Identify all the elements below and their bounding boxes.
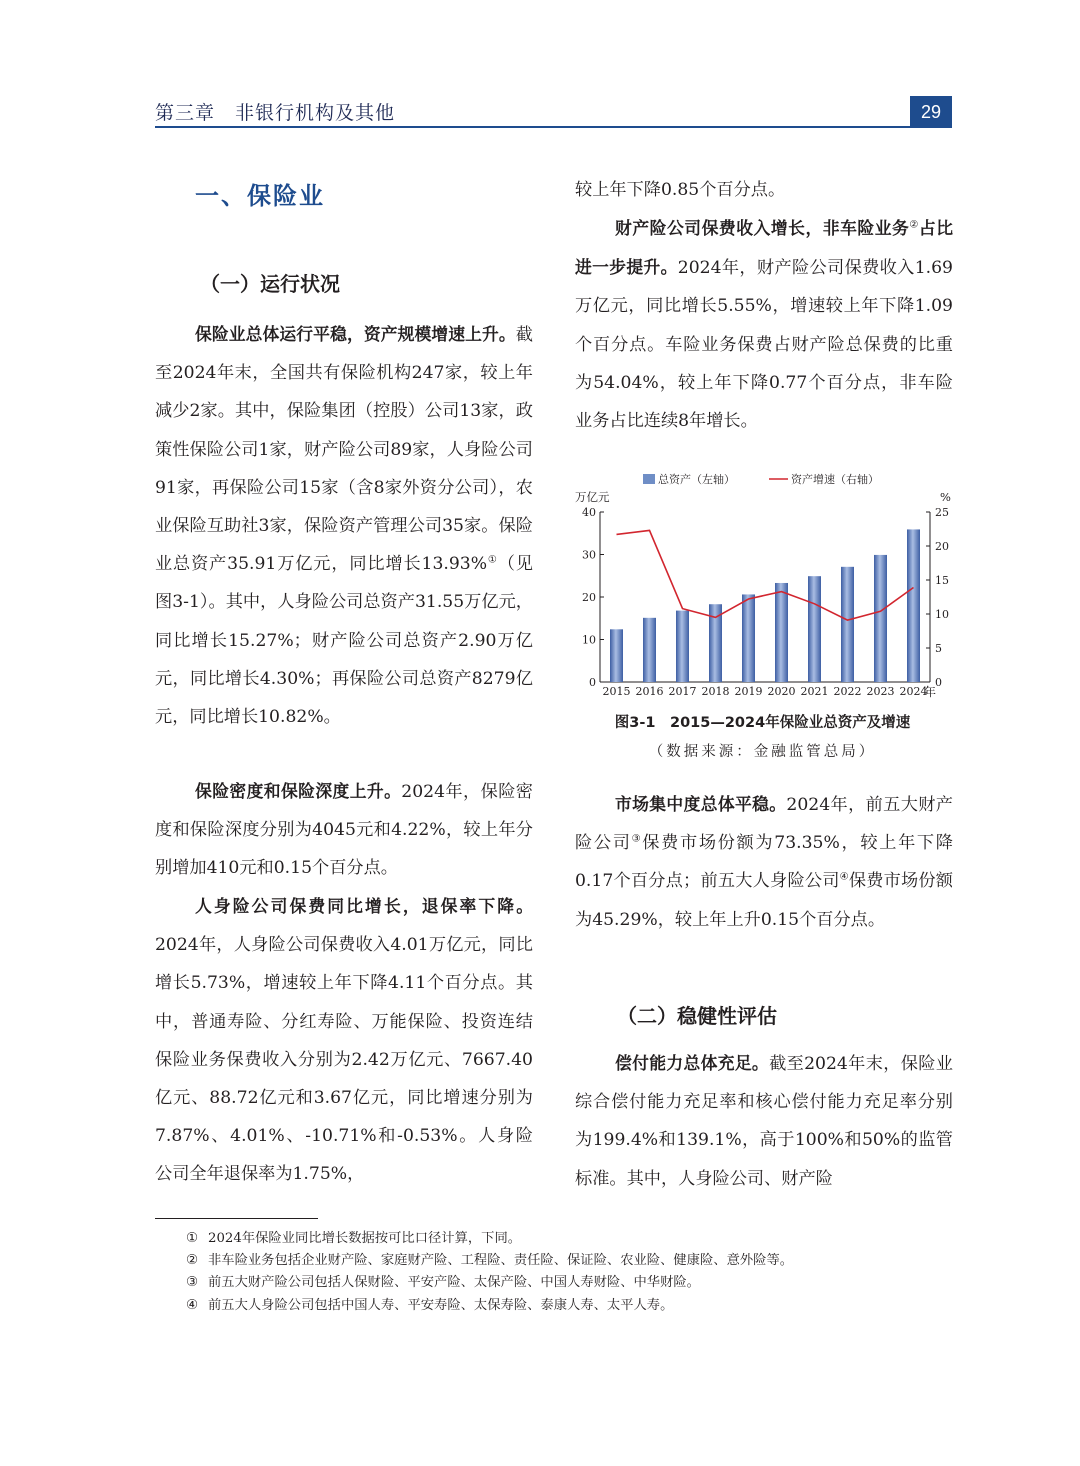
bar-total-assets — [874, 555, 887, 682]
bar-total-assets — [907, 529, 920, 682]
footnote-ref-4: ④ — [839, 871, 849, 883]
footnote-mark: ② — [186, 1253, 198, 1269]
left-axis-tick-label: 10 — [582, 633, 596, 647]
bar-total-assets — [742, 594, 755, 682]
left-axis-tick-label: 40 — [582, 506, 596, 519]
paragraph-text: 2024年，前五大财产险公司 — [575, 795, 953, 854]
x-axis-tick-label: 2021 — [800, 685, 829, 698]
paragraph-lead: 占比进一步提升。 — [575, 218, 953, 278]
x-axis-tick-label: 2016 — [635, 685, 664, 698]
paragraph-insurance-density — [155, 772, 533, 888]
chapter-title: 第三章 非银行机构及其他 — [155, 102, 396, 124]
footnote-mark: ① — [186, 1231, 198, 1246]
x-axis-tick-label: 2018 — [701, 685, 730, 698]
footnote-text: 前五大财产险公司包括人保财险、平安产险、太保产险、中国人寿财险、中华财险。 — [208, 1275, 700, 1291]
line-asset-growth — [617, 530, 914, 620]
right-axis-tick-label: 5 — [935, 642, 942, 655]
page-number: 29 — [910, 96, 952, 128]
paragraph-text: 较上年下降0.85个百分点。 — [575, 180, 786, 200]
footnote-ref-3: ③ — [631, 833, 643, 845]
footnote-item — [186, 1295, 976, 1317]
footnote-divider — [155, 1218, 318, 1219]
paragraph-industry-overview — [155, 315, 533, 736]
legend-swatch-assets — [643, 474, 655, 484]
x-axis-tick-label: 2022 — [833, 685, 862, 698]
total-assets-chart — [575, 465, 955, 705]
figure-caption: 图3-1 2015—2024年保险业总资产及增速 — [614, 715, 911, 731]
x-axis-unit: 年 — [924, 685, 937, 699]
subsection-title-soundness: （二）稳健性评估 — [617, 1004, 777, 1028]
paragraph-text: 2024年，人身险公司保费收入4.01万亿元，同比增长5.73%，增速较上年下降4.11个百分点。其中，普通寿险、分红寿险、万能保险、投资连结保险业务保费收入分别为2.42万亿元、7667.40亿元、88.72亿元和3.67亿元，同比增速分别为7.87%、4.01%、-10.71%和-0.53%。人身险公司全年退保率为1.75%， — [155, 935, 533, 1185]
paragraph-text: 2024年，财产险公司保费收入1.69万亿元，同比增长5.55%，增速较上年下降1.09个百分点。车险业务保费占财产险总保费的比重为54.04%，较上年下降0.77个百分点，非车险业务占比连续8年增长。 — [575, 258, 953, 432]
paragraph-solvency — [575, 1044, 953, 1198]
bar-total-assets — [841, 567, 854, 682]
paragraph-text: 2024年，保险密度和保险深度分别为4045元和4.22%，较上年分别增加410元和0.15个百分点。 — [155, 782, 533, 879]
footnote-mark: ④ — [186, 1297, 198, 1313]
left-axis-tick-label: 0 — [589, 676, 596, 689]
paragraph-text: 截至2024年末，全国共有保险机构247家，较上年减少2家。其中，保险集团（控股）公司13家，政策性保险公司1家，财产险公司89家，人身险公司91家，再保险公司15家（含8家外资分公司），农业保险互助社3家，保险资产管理公司35家。保险业总资产35.91万亿元，同比增长13.93% — [155, 325, 533, 575]
x-axis-tick-label: 2015 — [602, 685, 631, 698]
footnote-ref-2: ② — [909, 219, 919, 231]
paragraph-lead: 人身险公司保费同比增长，退保率下降。 — [195, 896, 533, 916]
paragraph-lead: 市场集中度总体平稳。 — [615, 794, 787, 814]
chart-legend — [643, 472, 879, 486]
footnote-text: 非车险业务包括企业财产险、家庭财产险、工程险、责任险、保证险、农业险、健康险、意外险等。 — [208, 1253, 794, 1269]
x-axis-tick-label: 2024 — [899, 685, 928, 698]
footnotes — [186, 1228, 976, 1317]
bar-total-assets — [676, 611, 689, 682]
footnote-text: 2024年保险业同比增长数据按可比口径计算，下同。 — [208, 1231, 522, 1246]
right-axis-tick-label: 10 — [935, 608, 949, 621]
left-axis-tick-label: 30 — [582, 548, 596, 562]
header-divider — [155, 126, 952, 128]
left-axis-tick-label: 20 — [582, 591, 596, 604]
footnote-item — [186, 1228, 976, 1250]
right-axis-tick-label: 20 — [935, 540, 949, 553]
paragraph-market-concentration — [575, 785, 953, 939]
figure-source: （数据来源：金融监管总局） — [648, 744, 877, 760]
footnote-mark: ③ — [186, 1275, 198, 1291]
right-axis-tick-label: 0 — [935, 676, 942, 689]
legend-label-assets: 总资产（左轴） — [658, 473, 735, 486]
bar-total-assets — [808, 576, 821, 682]
subsection-title-operation: （一）运行状况 — [200, 272, 340, 296]
paragraph-lead: 财产险公司保费收入增长，非车险业务 — [615, 218, 910, 238]
paragraph-lead: 保险密度和保险深度上升。 — [195, 781, 402, 801]
x-axis-tick-label: 2023 — [866, 685, 895, 698]
bar-total-assets — [775, 583, 788, 682]
paragraph-property-insurance — [575, 209, 953, 440]
bar-total-assets — [643, 618, 656, 682]
footnote-ref-1: ① — [487, 554, 498, 566]
footnote-text: 前五大人身险公司包括中国人寿、平安寿险、太保寿险、泰康人寿、太平人寿。 — [208, 1297, 674, 1313]
right-axis-unit: % — [940, 490, 951, 504]
paragraph-continuation — [575, 171, 953, 209]
paragraph-text: 保费市场份额为73.35%，较上年下降0.17个百分点；前五大人身险公司 — [575, 833, 953, 892]
x-axis-tick-label: 2017 — [668, 685, 697, 698]
right-axis-tick-label: 15 — [935, 574, 949, 587]
x-axis-tick-label: 2020 — [767, 685, 796, 698]
paragraph-life-insurance — [155, 887, 533, 1194]
right-axis-tick-label: 25 — [935, 506, 949, 519]
paragraph-text: 截至2024年末，保险业综合偿付能力充足率和核心偿付能力充足率分别为199.4%和139.1%，高于100%和50%的监管标准。其中，人身险公司、财产险 — [575, 1054, 953, 1189]
paragraph-text: 保费市场份额为45.29%，较上年上升0.15个百分点。 — [575, 871, 953, 930]
section-title: 一、保险业 — [195, 182, 325, 210]
bar-total-assets — [610, 629, 623, 682]
footnote-item — [186, 1272, 976, 1294]
paragraph-text: （见图3-1）。其中，人身险公司总资产31.55万亿元，同比增长15.27%；财产险公司总资产2.90万亿元，同比增长4.30%；再保险公司总资产8279亿元，同比增长10.82%。 — [155, 554, 533, 728]
left-axis-unit: 万亿元 — [575, 490, 610, 504]
footnote-item — [186, 1250, 976, 1272]
x-axis-tick-label: 2019 — [734, 685, 763, 698]
paragraph-lead: 保险业总体运行平稳，资产规模增速上升。 — [195, 324, 516, 344]
legend-label-growth: 资产增速（右轴） — [791, 473, 879, 486]
paragraph-lead: 偿付能力总体充足。 — [615, 1053, 770, 1073]
